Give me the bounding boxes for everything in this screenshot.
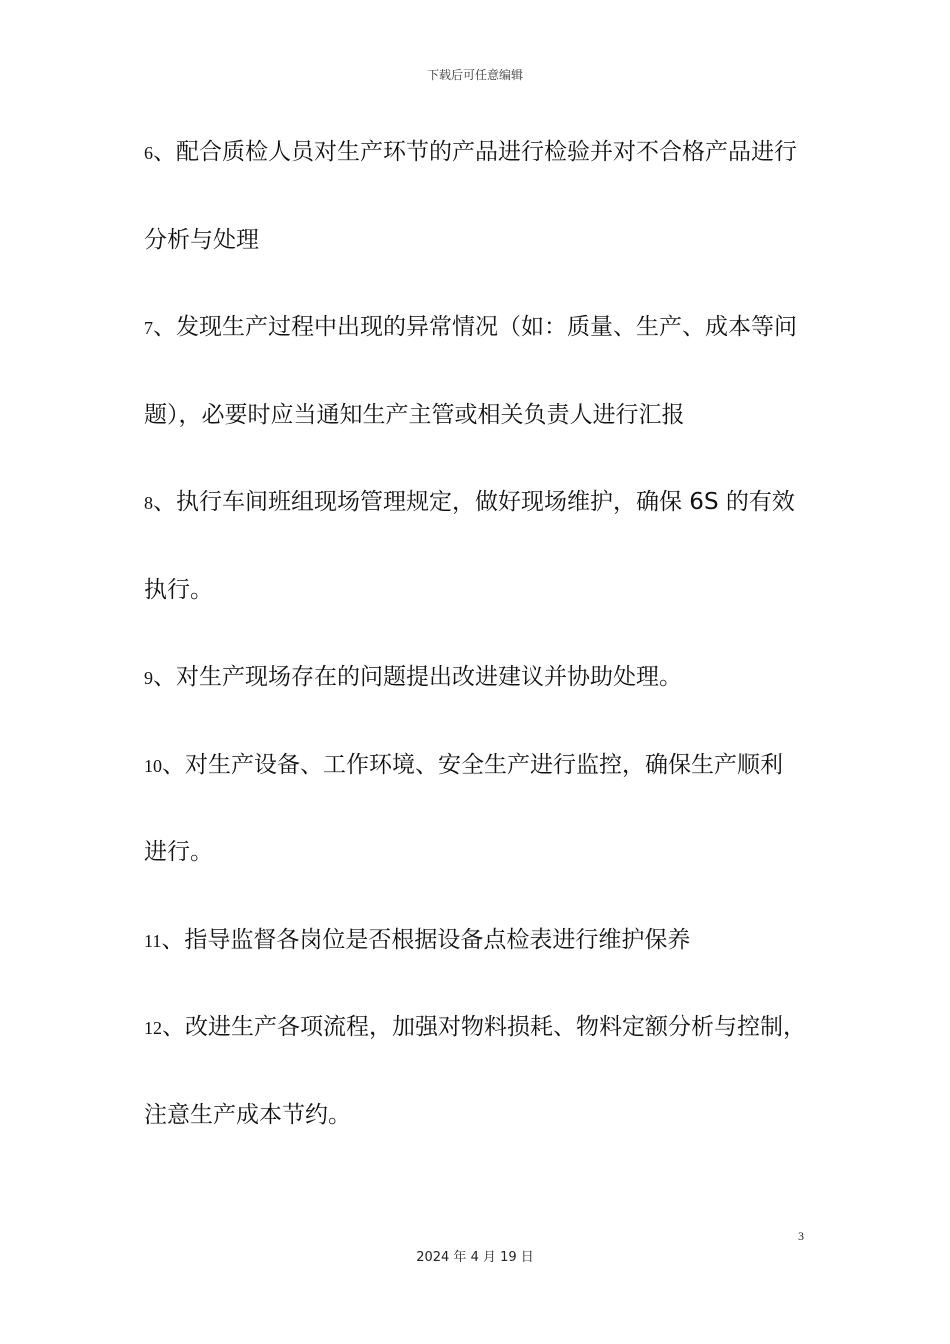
list-item-10-line-1 bbox=[144, 743, 834, 831]
list-item-11-line-1 bbox=[144, 918, 834, 1006]
item-number: 10 bbox=[144, 755, 162, 776]
item-text: 、对生产设备、工作环境、安全生产进行监控，确保生产顺利 bbox=[162, 751, 783, 778]
item-number: 9 bbox=[144, 668, 153, 688]
page-header: 下载后可任意编辑 bbox=[426, 68, 523, 82]
page-number: 3 bbox=[798, 1229, 804, 1243]
item-number: 6 bbox=[144, 143, 153, 163]
list-item-12-line-2 bbox=[144, 1093, 834, 1181]
item-text: 注意生产成本节约。 bbox=[144, 1101, 351, 1128]
list-item-9-line-1 bbox=[144, 655, 834, 743]
item-text: 进行。 bbox=[144, 839, 213, 865]
item-text: 、配合质检人员对生产环节的产品进行检验并对不合格产品进行 bbox=[153, 139, 797, 165]
document-body bbox=[144, 130, 834, 1180]
list-item-7-line-1 bbox=[144, 305, 834, 393]
item-number: 12 bbox=[144, 1018, 162, 1038]
item-number: 7 bbox=[144, 318, 153, 338]
item-text: 分析与处理 bbox=[144, 226, 259, 253]
item-text: 、改进生产各项流程，加强对物料损耗、物料定额分析与控制， bbox=[162, 1014, 806, 1040]
list-item-7-line-2 bbox=[144, 393, 834, 481]
list-item-10-line-2 bbox=[144, 830, 834, 918]
list-item-8-line-2 bbox=[144, 568, 834, 656]
item-text: 、发现生产过程中出现的异常情况（如：质量、生产、成本等问 bbox=[153, 314, 797, 340]
item-text: 、执行车间班组现场管理规定，做好现场维护，确保 6S 的有效 bbox=[153, 489, 795, 515]
list-item-8-line-1 bbox=[144, 480, 834, 568]
item-number: 8 bbox=[144, 493, 153, 513]
list-item-6-line-2 bbox=[144, 218, 834, 306]
item-text: 执行。 bbox=[144, 576, 213, 603]
item-text: 、指导监督各岗位是否根据设备点检表进行维护保养 bbox=[161, 926, 691, 953]
item-number: 11 bbox=[144, 930, 162, 951]
footer-date: 2024 年 4 月 19 日 bbox=[416, 1250, 534, 1265]
item-text: 题），必要时应当通知生产主管或相关负责人进行汇报 bbox=[144, 401, 685, 428]
list-item-6-line-1 bbox=[144, 130, 834, 218]
item-text: 、对生产现场存在的问题提出改进建议并协助处理。 bbox=[153, 664, 682, 690]
list-item-12-line-1 bbox=[144, 1005, 834, 1093]
